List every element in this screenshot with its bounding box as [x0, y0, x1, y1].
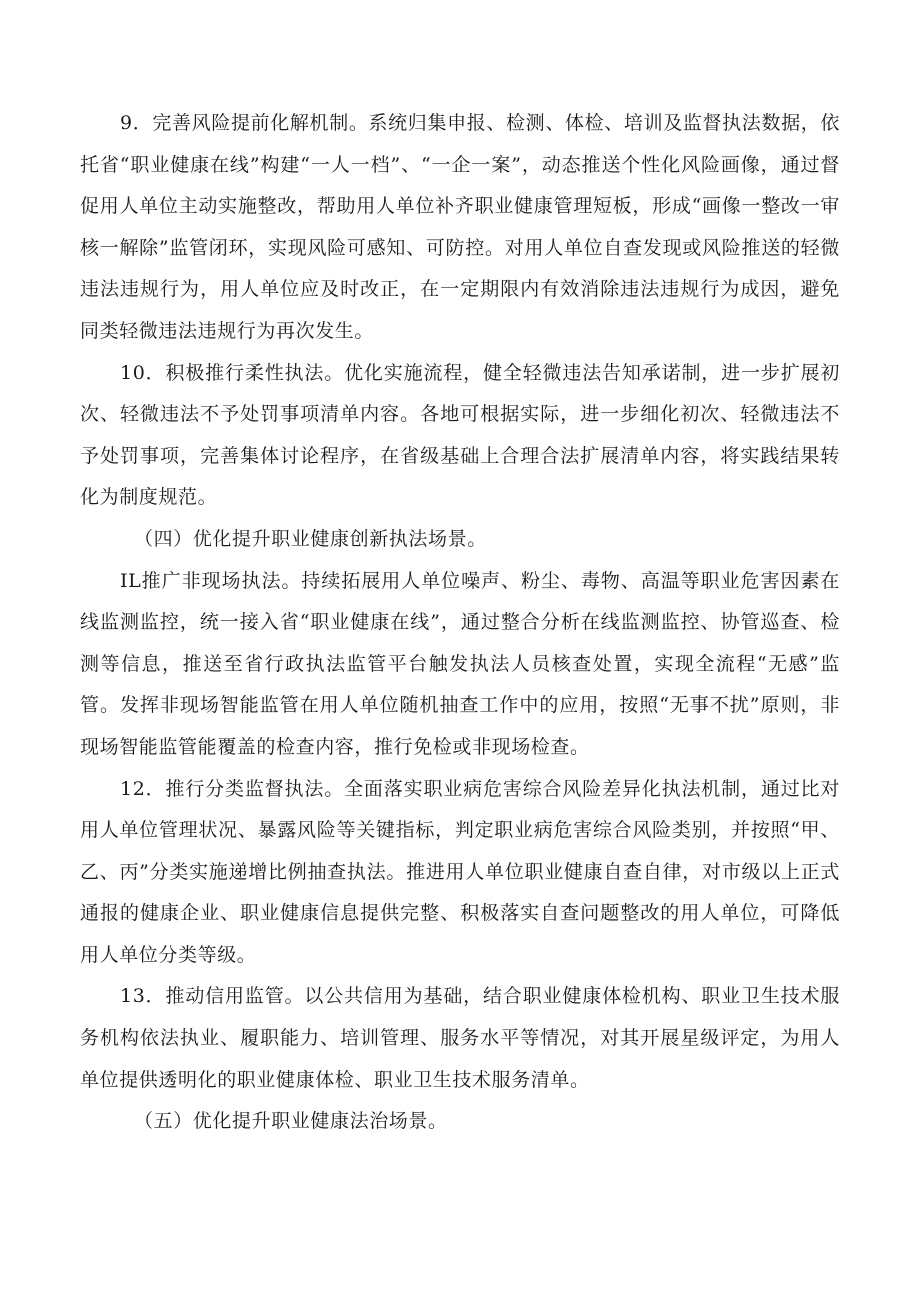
paragraph-item-13: 13．推动信用监管。以公共信用为基础，结合职业健康体检机构、职业卫生技术服务机构依法执业、履职能力、培训管理、服务水平等情况，对其开展星级评定，为用人单位提供透明化的职业健康体检、职业卫生技术服务清单。	[80, 985, 840, 1091]
paragraph-item-11: IL推广非现场执法。持续拓展用人单位噪声、粉尘、毒物、高温等职业危害因素在线监测监控，统一接入省“职业健康在线”，通过整合分析在线监测监控、协管巡查、检测等信息，推送至省行政执法监管平台触发执法人员核查处置，实现全流程“无感”监管。发挥非现场智能监管在用人单位随机抽查工作中的应用，按照“无事不扰”原则，非现场智能监管能覆盖的检查内容，推行免检或非现场检查。	[80, 569, 840, 758]
paragraph-item-12: 12．推行分类监督执法。全面落实职业病危害综合风险差异化执法机制，通过比对用人单位管理状况、暴露风险等关键指标，判定职业病危害综合风险类别，并按照“甲、乙、丙”分类实施递增比例抽查执法。推进用人单位职业健康自查自律，对市级以上正式通报的健康企业、职业健康信息提供完整、积极落实自查问题整改的用人单位，可降低用人单位分类等级。	[80, 777, 840, 966]
paragraph-item-9: 9．完善风险提前化解机制。系统归集申报、检测、体检、培训及监督执法数据，依托省“职业健康在线”构建“一人一档”、“一企一案”，动态推送个性化风险画像，通过督促用人单位主动实施整改，帮助用人单位补齐职业健康管理短板，形成“画像一整改一审核一解除”监管闭环，实现风险可感知、可防控。对用人单位自查发现或风险推送的轻微违法违规行为，用人单位应及时改正，在一定期限内有效消除违法违规行为成因，避免同类轻微违法违规行为再次发生。	[80, 112, 840, 342]
paragraph-item-10: 10．积极推行柔性执法。优化实施流程，健全轻微违法告知承诺制，进一步扩展初次、轻微违法不予处罚事项清单内容。各地可根据实际，进一步细化初次、轻微违法不予处罚事项，完善集体讨论程序，在省级基础上合理合法扩展清单内容，将实践结果转化为制度规范。	[80, 361, 840, 509]
section-heading-4: （四）优化提升职业健康创新执法场景。	[134, 527, 487, 550]
document-body	[80, 103, 840, 1143]
section-heading-5: （五）优化提升职业健康法治场景。	[134, 1110, 448, 1133]
